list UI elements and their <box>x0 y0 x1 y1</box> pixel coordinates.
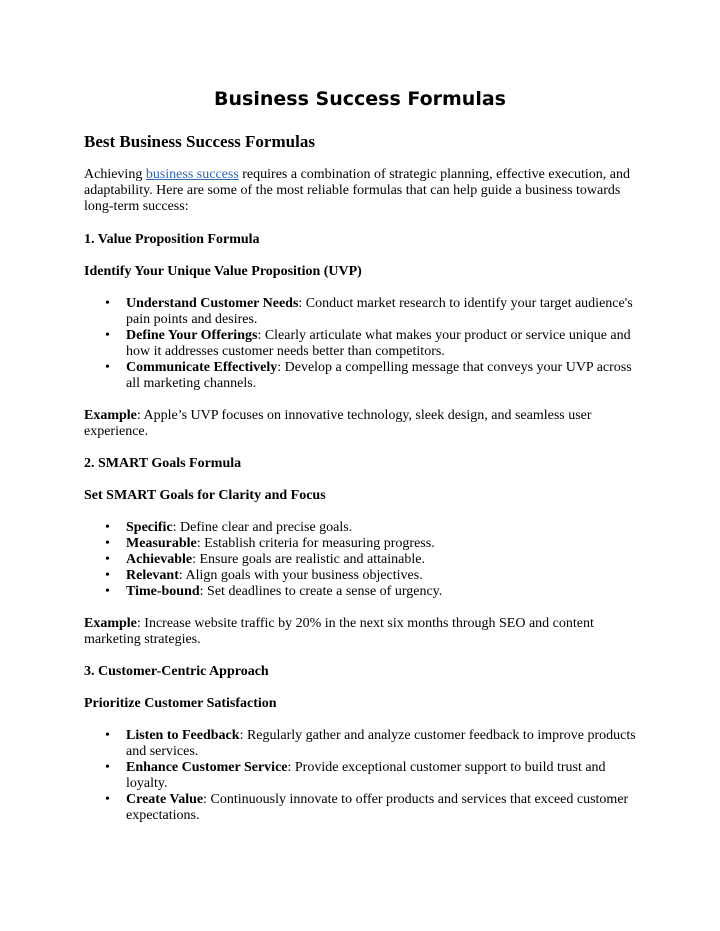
bullet-icon: • <box>105 536 110 551</box>
section-1-list <box>84 296 636 392</box>
section-smart-goals <box>84 456 636 648</box>
list-item-text: : Define clear and precise goals. <box>172 520 353 535</box>
section-1-subheading: Identify Your Unique Value Proposition (UVP) <box>84 264 362 279</box>
list-item <box>105 552 636 568</box>
list-item-term: Specific <box>126 520 173 535</box>
list-item-text: : Align goals with your business objectives. <box>178 568 423 583</box>
list-item-term: Measurable <box>126 536 197 551</box>
list-item-text: : Establish criteria for measuring progress. <box>196 536 435 551</box>
list-item <box>105 328 636 360</box>
list-item-term: Relevant <box>126 568 179 583</box>
section-1-heading: 1. Value Proposition Formula <box>84 232 260 247</box>
bullet-icon: • <box>105 296 110 311</box>
example-label: Example <box>84 616 137 631</box>
example-text: : Apple’s UVP focuses on innovative technology, sleek design, and seamless user experience. <box>84 408 592 439</box>
section-3-heading: 3. Customer-Centric Approach <box>84 664 269 679</box>
section-2-heading: 2. SMART Goals Formula <box>84 456 242 471</box>
business-success-link[interactable]: business success <box>145 167 239 182</box>
list-item-text: : Set deadlines to create a sense of urgency. <box>199 584 443 599</box>
list-item <box>105 568 636 584</box>
list-item <box>105 584 636 600</box>
section-3-subheading: Prioritize Customer Satisfaction <box>84 696 277 711</box>
document-title: Business Success Formulas <box>214 88 506 110</box>
section-heading: Best Business Success Formulas <box>84 132 315 151</box>
intro-paragraph <box>84 167 636 215</box>
bullet-icon: • <box>105 760 110 775</box>
section-customer-centric <box>84 664 636 824</box>
list-item-term: Understand Customer Needs <box>126 296 299 311</box>
example-label: Example <box>84 408 137 423</box>
bullet-icon: • <box>105 520 110 535</box>
list-item-term: Enhance Customer Service <box>126 760 288 775</box>
section-1-example <box>84 408 636 440</box>
bullet-icon: • <box>105 552 110 567</box>
list-item <box>105 296 636 328</box>
list-item-text: : Provide exceptional customer support to build trust and loyalty. <box>126 760 606 791</box>
list-item <box>105 792 636 824</box>
section-2-list <box>84 520 636 600</box>
section-2-example <box>84 616 636 648</box>
list-item-term: Time-bound <box>126 584 200 599</box>
section-3-list <box>84 728 636 824</box>
list-item-text: : Ensure goals are realistic and attainable. <box>192 552 425 567</box>
bullet-icon: • <box>105 792 110 807</box>
bullet-icon: • <box>105 360 110 375</box>
bullet-icon: • <box>105 584 110 599</box>
bullet-icon: • <box>105 568 110 583</box>
section-value-proposition <box>84 232 636 440</box>
list-item-term: Communicate Effectively <box>126 360 278 375</box>
list-item-term: Listen to Feedback <box>126 728 240 743</box>
list-item-text: : Clearly articulate what makes your product or service unique and how it addresses customer needs better than competitors. <box>126 328 631 359</box>
intro-text-after: requires a combination of strategic planning, effective execution, and adaptability. Here are some of the most reliable formulas that can help guide a business towards long-term success: <box>84 167 630 214</box>
section-2-subheading: Set SMART Goals for Clarity and Focus <box>84 488 326 503</box>
intro-text-before: Achieving <box>84 167 146 182</box>
bullet-icon: • <box>105 328 110 343</box>
list-item-term: Achievable <box>126 552 193 567</box>
example-text: : Increase website traffic by 20% in the next six months through SEO and content marketing strategies. <box>84 616 594 647</box>
bullet-icon: • <box>105 728 110 743</box>
list-item-term: Create Value <box>126 792 204 807</box>
list-item <box>105 760 636 792</box>
list-item-term: Define Your Offerings <box>126 328 258 343</box>
list-item-text: : Conduct market research to identify your target audience's pain points and desires. <box>126 296 633 327</box>
list-item <box>105 536 636 552</box>
list-item <box>105 520 636 536</box>
list-item-text: : Develop a compelling message that conveys your UVP across all marketing channels. <box>126 360 632 391</box>
list-item <box>105 728 636 760</box>
list-item <box>105 360 636 392</box>
list-item-text: : Regularly gather and analyze customer feedback to improve products and services. <box>126 728 636 759</box>
list-item-text: : Continuously innovate to offer products and services that exceed customer expectations. <box>126 792 629 823</box>
